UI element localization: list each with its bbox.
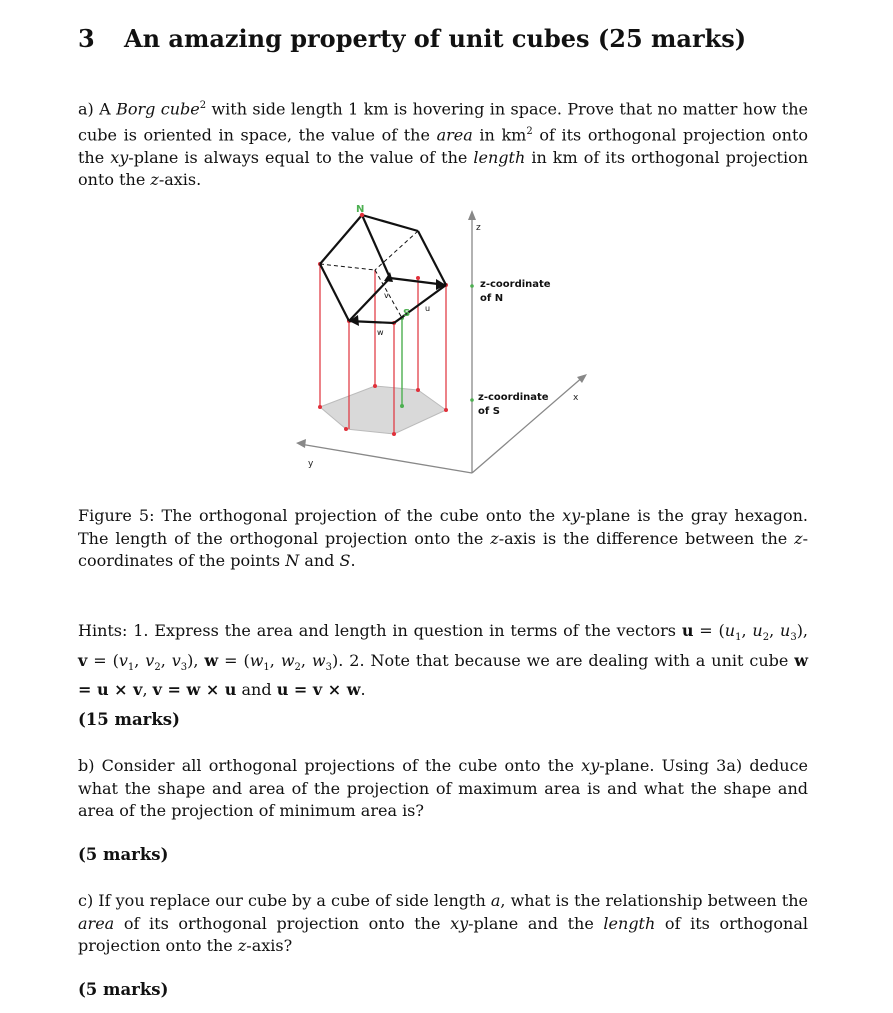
projection-hexagon <box>320 386 446 434</box>
z-coordinate-s-label: z-coordinate of S <box>478 392 549 417</box>
y-axis-line <box>300 444 472 473</box>
hints-text: Hints: 1. Express the area and length in question in terms of the vectors $u = (u_1$, $u_2$, $u_3$), $v = (v_1$, $v_2$, $v_3$), $w = (w_1$, $w_2$, $w_3$). 2. Note that because we are dealing with a unit cube w = u × v, v = w × u and u = v × w. <box>78 621 809 700</box>
cube-projection-figure <box>290 200 610 485</box>
marks-b: (5 marks) <box>78 845 169 864</box>
marks-c: (5 marks) <box>78 980 169 999</box>
label-v: v <box>384 291 389 300</box>
z-axis-arrow <box>468 210 476 220</box>
label-s: S <box>403 308 411 319</box>
z-coordinate-n-label: z-coordinate of N <box>480 279 551 304</box>
label-n: N <box>356 204 365 215</box>
part-c-text: c) If you replace our cube by a cube of side length a, what is the relationship between the area of its orthogonal projection onto the xy-plane and the length of its orthogonal projection onto the z-axis? <box>78 891 809 955</box>
label-u: u <box>425 304 431 313</box>
section-number: 3 <box>78 24 95 53</box>
section-heading: An amazing property of unit cubes (25 marks) <box>124 24 747 53</box>
label-w: w <box>377 328 384 337</box>
marks-a: (15 marks) <box>78 710 180 729</box>
x-axis-line <box>472 376 584 473</box>
part-a-text: a) A Borg cube$^2$ with side length 1 km is hovering in space. Prove that no matter how the cube is oriented in space, the value of the area in $km^2$ of its orthogonal projection onto the xy-plane is always equal to the value of the length in km of its orthogonal projection onto the z-axis. <box>78 99 809 190</box>
section-title <box>78 24 746 53</box>
figure-caption: Figure 5: The orthogonal projection of the cube onto the xy-plane is the gray hexagon. The length of the orthogonal projection onto the z-axis is the difference between the z-coordinates of the points N and S. <box>78 506 809 570</box>
y-axis-label: y <box>308 459 314 469</box>
y-axis-arrow <box>296 439 306 448</box>
x-axis-label: x <box>573 393 579 403</box>
z-axis-label: z <box>476 223 481 233</box>
part-b-text: b) Consider all orthogonal projections of the cube onto the xy-plane. Using 3a) deduce what the shape and area of the projection of maximum area is and what the shape and area of the projection of minimum area is? <box>78 756 809 820</box>
x-axis-arrow <box>577 374 587 383</box>
